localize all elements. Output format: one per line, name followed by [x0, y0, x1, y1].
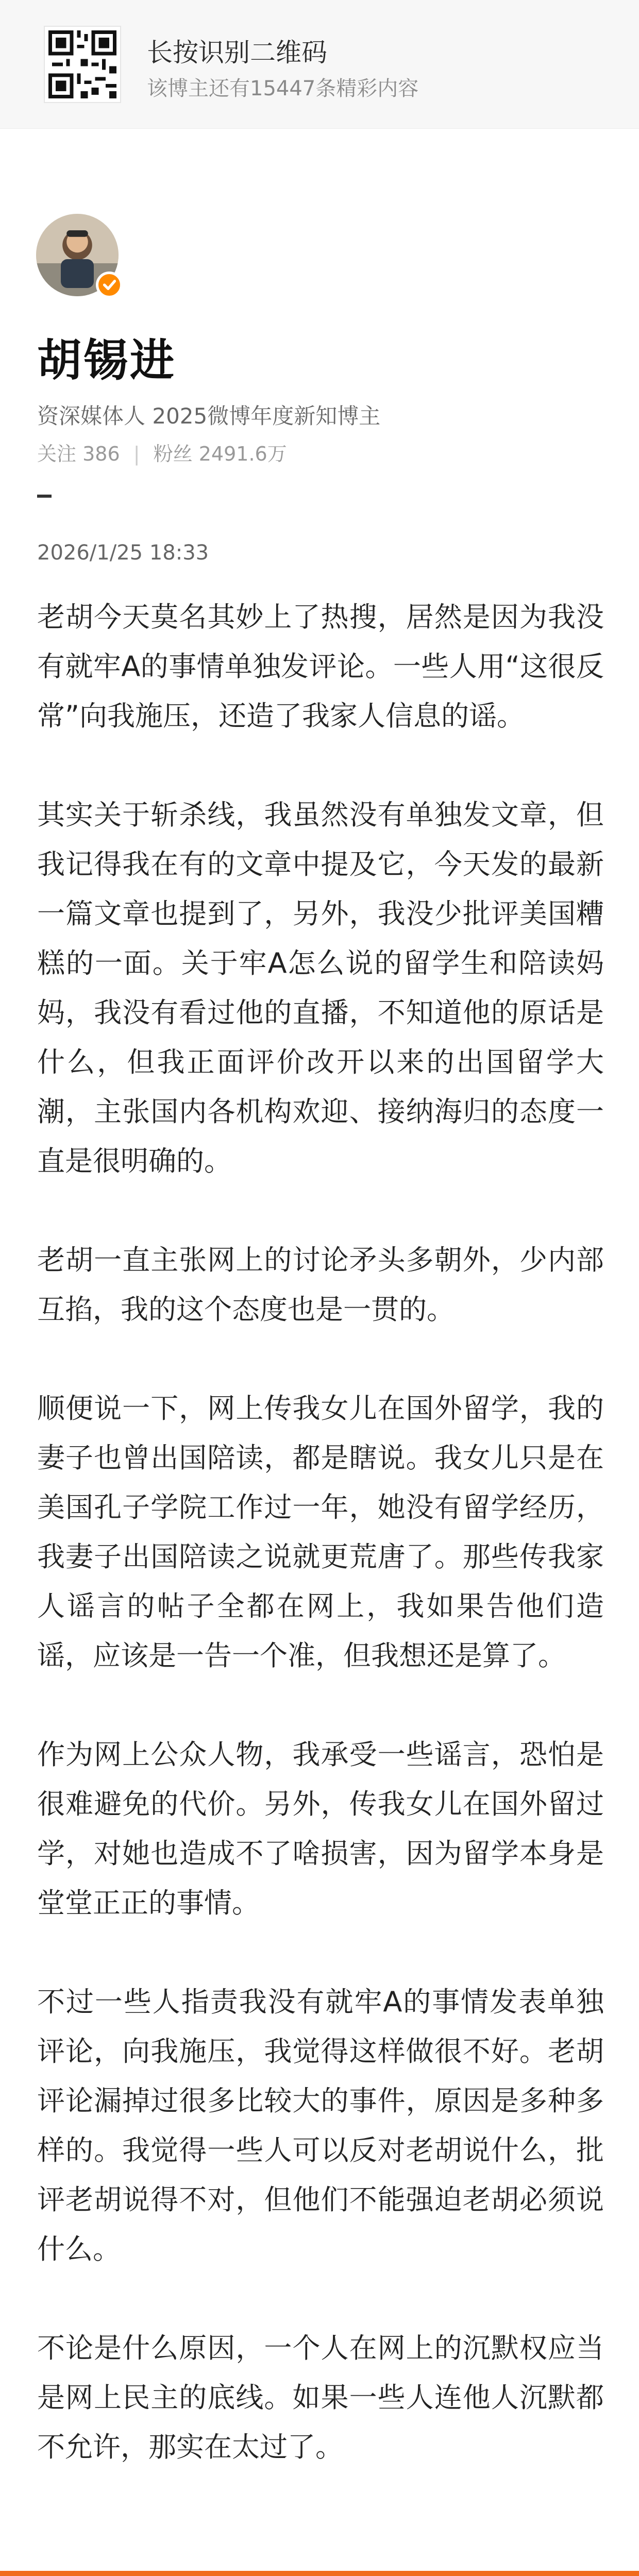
post-paragraph: 不论是什么原因，一个人在网上的沉默权应当是网上民主的底线。如果一些人连他人沉默都不允许，那实在太过了。 [37, 2332, 604, 2463]
post-paragraph: 作为网上公众人物，我承受一些谣言，恐怕是很难避免的代价。另外，传我女儿在国外留过学，对她也造成不了啥损害，因为留学本身是堂堂正正的事情。 [37, 1738, 604, 1919]
fans-count: 2491.6万 [198, 443, 287, 465]
post-date: 2026/1/25 18:33 [37, 541, 209, 565]
banner-subtitle: 该博主还有15447条精彩内容 [147, 77, 419, 100]
author-stats [37, 438, 287, 466]
top-qr-banner [0, 0, 639, 129]
follow-count: 386 [82, 443, 120, 465]
embed-header-bar [0, 2571, 639, 2576]
banner-title: 长按识别二维码 [147, 38, 327, 67]
post-paragraph: 其实关于斩杀线，我虽然没有单独发文章，但我记得我在有的文章中提及它，今天发的最新一篇文章也提到了，另外，我没少批评美国糟糕的一面。关于牢A怎么说的留学生和陪读妈妈，我没有看过他的直播，不知道他的原话是什么，但我正面评价改开以来的出国留学大潮，主张国内各机构欢迎、接纳海归的态度一直是很明确的。 [37, 799, 604, 1177]
follow-label: 关注 [37, 443, 77, 465]
post-paragraph: 老胡一直主张网上的讨论矛头多朝外，少内部互掐，我的这个态度也是一贯的。 [37, 1244, 604, 1326]
post-paragraph: 老胡今天莫名其妙上了热搜，居然是因为我没有就牢A的事情单独发评论。一些人用“这很反常”向我施压，还造了我家人信息的谣。 [37, 601, 604, 732]
qr-code-icon[interactable] [44, 26, 121, 103]
section-divider [37, 495, 52, 498]
post-paragraph: 顺便说一下，网上传我女儿在国外留学，我的妻子也曾出国陪读，都是瞎说。我女儿只是在美国孔子学院工作过一年，她没有留学经历，我妻子出国陪读之说就更荒唐了。那些传我家人谣言的帖子全都在网上，我如果告他们造谣，应该是一告一个准，但我想还是算了。 [37, 1392, 604, 1672]
embedded-screenshot[interactable] [0, 2571, 639, 2576]
author-name[interactable]: 胡锡进 [37, 335, 176, 386]
author-description: 资深媒体人 2025微博年度新知博主 [37, 403, 381, 429]
verified-badge-icon [96, 272, 123, 298]
stats-divider: | [133, 443, 140, 465]
post-paragraph: 不过一些人指责我没有就牢A的事情发表单独评论，向我施压，我觉得这样做很不好。老胡评论漏掉过很多比较大的事件，原因是多种多样的。我觉得一些人可以反对老胡说什么，批评老胡说得不对，但他们不能强迫老胡必须说什么。 [37, 1986, 604, 2265]
fans-label: 粉丝 [153, 443, 193, 465]
post-article [37, 592, 604, 2472]
